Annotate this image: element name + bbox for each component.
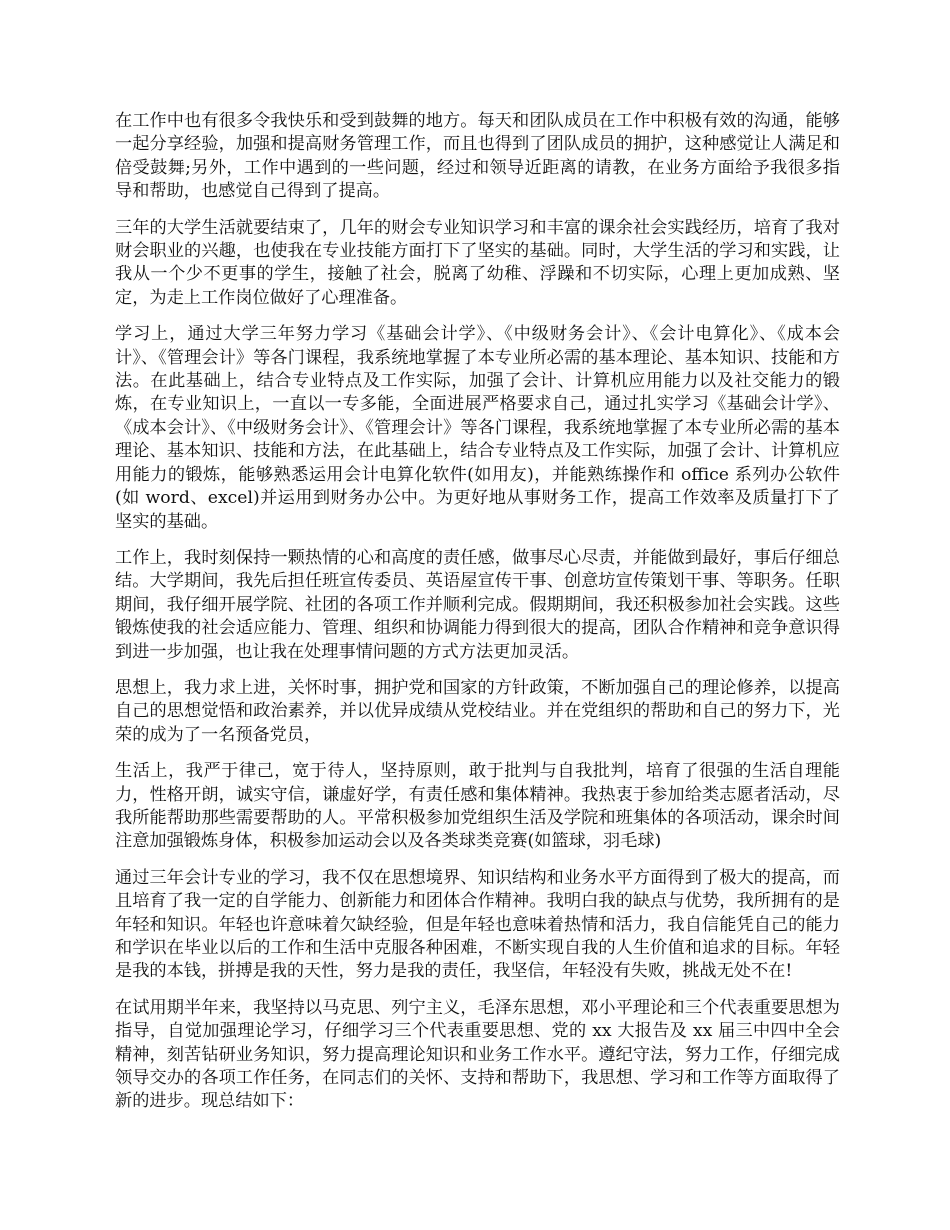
paragraph-life: 生活上，我严于律己，宽于待人，坚持原则，敢于批判与自我批判，培育了很强的生活自理能力，性格开朗，诚实守信，谦虚好学，有责任感和集体精神。我热衷于参加给类志愿者活动，尽我所能帮助那些需要帮助的人。平常积极参加党组织生活及学院和班集体的各项活动，课余时间注意加强锻炼身体，积极参加运动会以及各类球类竞赛(如篮球，羽毛球) <box>115 761 840 852</box>
paragraph-study: 学习上，通过大学三年努力学习《基础会计学》、《中级财务会计》、《会计电算化》、《成本会计》、《管理会计》等各门课程，我系统地掌握了本专业所必需的基本理论、基本知识、技能和方法。在此基础上，结合专业特点及工作实际，加强了会计、计算机应用能力以及社交能力的锻炼，在专业知识上，一直以一专多能，全面进展严格要求自己，通过扎实学习《基础会计学》、《成本会计》、《中级财务会计》、《管理会计》等各门课程，我系统地掌握了本专业所必需的基本理论、基本知识、技能和方法，在此基础上，结合专业特点及工作实际，加强了会计、计算机应用能力的锻炼，能够熟悉运用会计电算化软件(如用友)，并能熟练操作和 office 系列办公软件(如 word、excel)并运用到财务办公中。为更好地从事财务工作，提高工作效率及质量打下了坚实的基础。 <box>115 324 840 532</box>
paragraph-college-life: 三年的大学生活就要结束了，几年的财会专业知识学习和丰富的课余社会实践经历，培育了我对财会职业的兴趣，也使我在专业技能方面打下了坚实的基础。同时，大学生活的学习和实践，让我从一个少不更事的学生，接触了社会，脱离了幼稚、浮躁和不切实际，心理上更加成熟、坚定，为走上工作岗位做好了心理准备。 <box>115 217 840 308</box>
document-body <box>115 110 840 1127</box>
paragraph-thought: 思想上，我力求上进，关怀时事，拥护党和国家的方针政策，不断加强自己的理论修养，以提高自己的思想觉悟和政治素养，并以优异成绩从党校结业。并在党组织的帮助和自己的努力下，光荣的成为了一名预备党员， <box>115 677 840 745</box>
paragraph-summary: 通过三年会计专业的学习，我不仅在思想境界、知识结构和业务水平方面得到了极大的提高，而且培育了我一定的自学能力、创新能力和团体合作精神。我明白我的缺点与优势，我所拥有的是年轻和知识。年轻也许意味着欠缺经验，但是年轻也意味着热情和活力，我自信能凭自己的能力和学识在毕业以后的工作和生活中克服各种困难，不断实现自我的人生价值和追求的目标。年轻是我的本钱，拼搏是我的天性，努力是我的责任，我坚信，年轻没有失败，挑战无处不在! <box>115 867 840 982</box>
paragraph-work: 工作上，我时刻保持一颗热情的心和高度的责任感，做事尽心尽责，并能做到最好，事后仔细总结。大学期间，我先后担任班宣传委员、英语屋宣传干事、创意坊宣传策划干事、等职务。任职期间，我仔细开展学院、社团的各项工作并顺利完成。假期期间，我还积极参加社会实践。这些锻炼使我的社会适应能力、管理、组织和协调能力得到很大的提高，团队合作精神和竞争意识得到进一步加强，也让我在处理事情问题的方式方法更加灵活。 <box>115 547 840 662</box>
paragraph-work-encouragement: 在工作中也有很多令我快乐和受到鼓舞的地方。每天和团队成员在工作中积极有效的沟通，能够一起分享经验，加强和提高财务管理工作，而且也得到了团队成员的拥护，这种感觉让人满足和倍受鼓舞;另外，工作中遇到的一些问题，经过和领导近距离的请教，在业务方面给予我很多指导和帮助，也感觉自己得到了提高。 <box>115 111 840 202</box>
paragraph-probation: 在试用期半年来，我坚持以马克思、列宁主义，毛泽东思想，邓小平理论和三个代表重要思想为指导，自觉加强理论学习，仔细学习三个代表重要思想、党的 xx 大报告及 xx 届三中四中全会精神，刻苦钻研业务知识，努力提高理论知识和业务工作水平。遵纪守法，努力工作，仔细完成领导交办的各项工作任务，在同志们的关怀、支持和帮助下，我思想、学习和工作等方面取得了新的进步。现总结如下： <box>115 997 840 1112</box>
